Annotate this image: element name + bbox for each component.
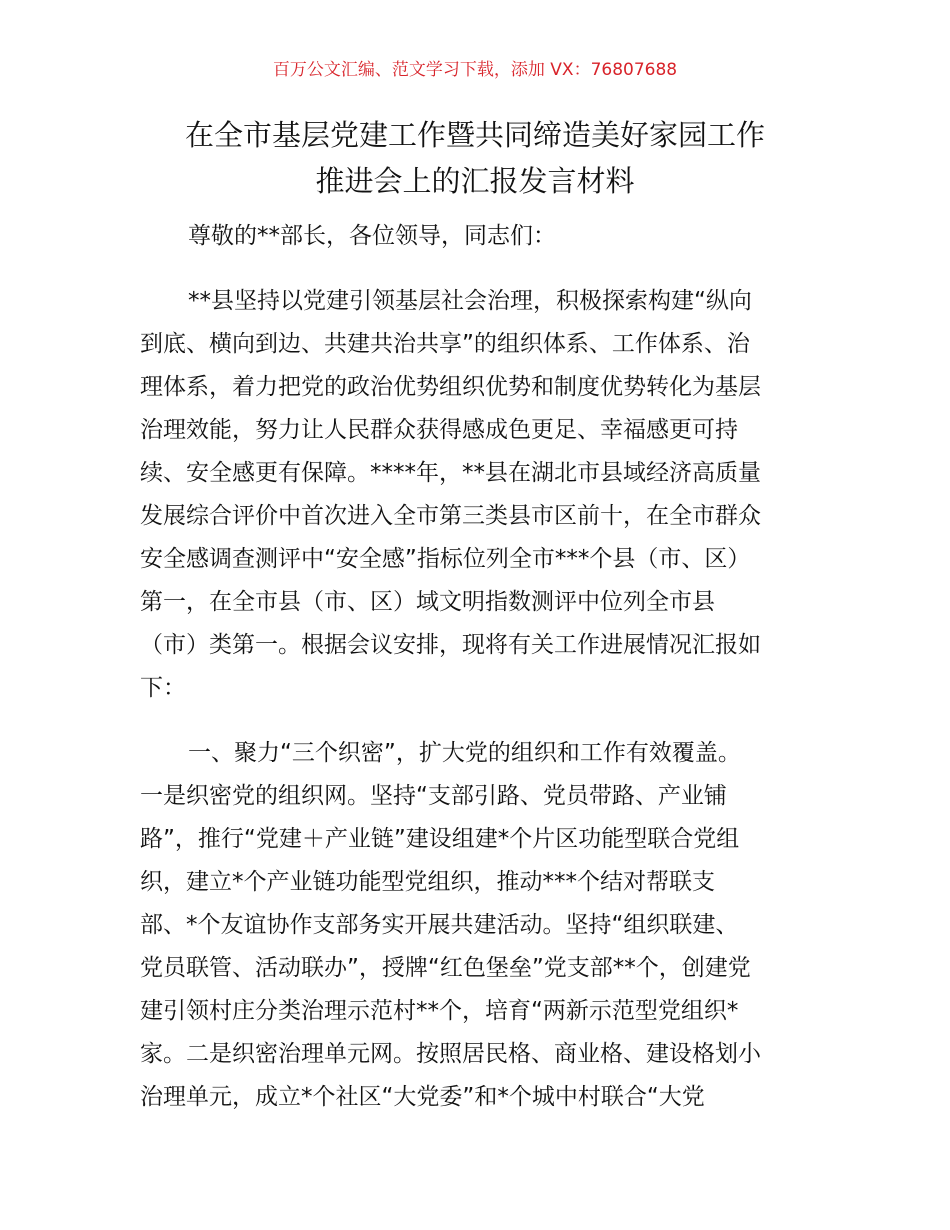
- text-line: 治理效能，努力让人民群众获得感成色更足、幸福感更可持: [140, 417, 738, 443]
- text-line: 路”，推行“党建＋产业链”建设组建*个片区功能型联合党组: [140, 826, 740, 852]
- text-line: 到底、横向到边、共建共治共享”的组织体系、工作体系、治: [140, 331, 750, 357]
- text-line: 家。二是织密治理单元网。按照居民格、商业格、建设格划小: [140, 1041, 761, 1067]
- text-line: 安全感调查测评中“安全感”指标位列全市***个县（市、区）: [140, 546, 751, 572]
- paragraph-intro: [140, 280, 812, 710]
- text-line: 一是织密党的组织网。坚持“支部引路、党员带路、产业铺: [140, 783, 727, 809]
- header-promo-note: 百万公文汇编、范文学习下载，添加 VX：76807688: [272, 60, 678, 80]
- document-title: [120, 112, 830, 204]
- text-line: 治理单元，成立*个社区“大党委”和*个城中村联合“大党: [140, 1084, 705, 1110]
- text-line: 理体系，着力把党的政治优势组织优势和制度优势转化为基层: [140, 374, 761, 400]
- section-heading-line: 一、聚力“三个织密”，扩大党的组织和工作有效覆盖。: [188, 740, 741, 766]
- text-line: 下：: [140, 675, 186, 701]
- text-line: 部、*个友谊协作支部务实开展共建活动。坚持“组织联建、: [140, 912, 739, 938]
- text-line: 发展综合评价中首次进入全市第三类县市区前十，在全市群众: [140, 503, 761, 529]
- text-line: **县坚持以党建引领基层社会治理，积极探索构建“纵向: [188, 288, 752, 314]
- document-body: [140, 215, 812, 1119]
- text-line: 织，建立*个产业链功能型党组织，推动***个结对帮联支: [140, 869, 715, 895]
- text-line: （市）类第一。根据会议安排，现将有关工作进展情况汇报如: [140, 632, 761, 658]
- text-line: 党员联管、活动联办”，授牌“红色堡垒”党支部**个，创建党: [140, 955, 751, 981]
- title-line: 在全市基层党建工作暨共同缔造美好家园工作: [184, 118, 765, 152]
- salutation: 尊敬的**部长，各位领导，同志们：: [188, 223, 556, 249]
- paragraph-section-one: [140, 732, 812, 1119]
- title-line: 推进会上的汇报发言材料: [315, 164, 635, 198]
- text-line: 续、安全感更有保障。****年，**县在湖北市县域经济高质量: [140, 460, 761, 486]
- paragraph-gap: [140, 710, 812, 732]
- text-line: 第一，在全市县（市、区）域文明指数测评中位列全市县: [140, 589, 715, 615]
- paragraph-gap: [140, 258, 812, 280]
- text-line: 建引领村庄分类治理示范村**个，培育“两新示范型党组织*: [140, 998, 739, 1024]
